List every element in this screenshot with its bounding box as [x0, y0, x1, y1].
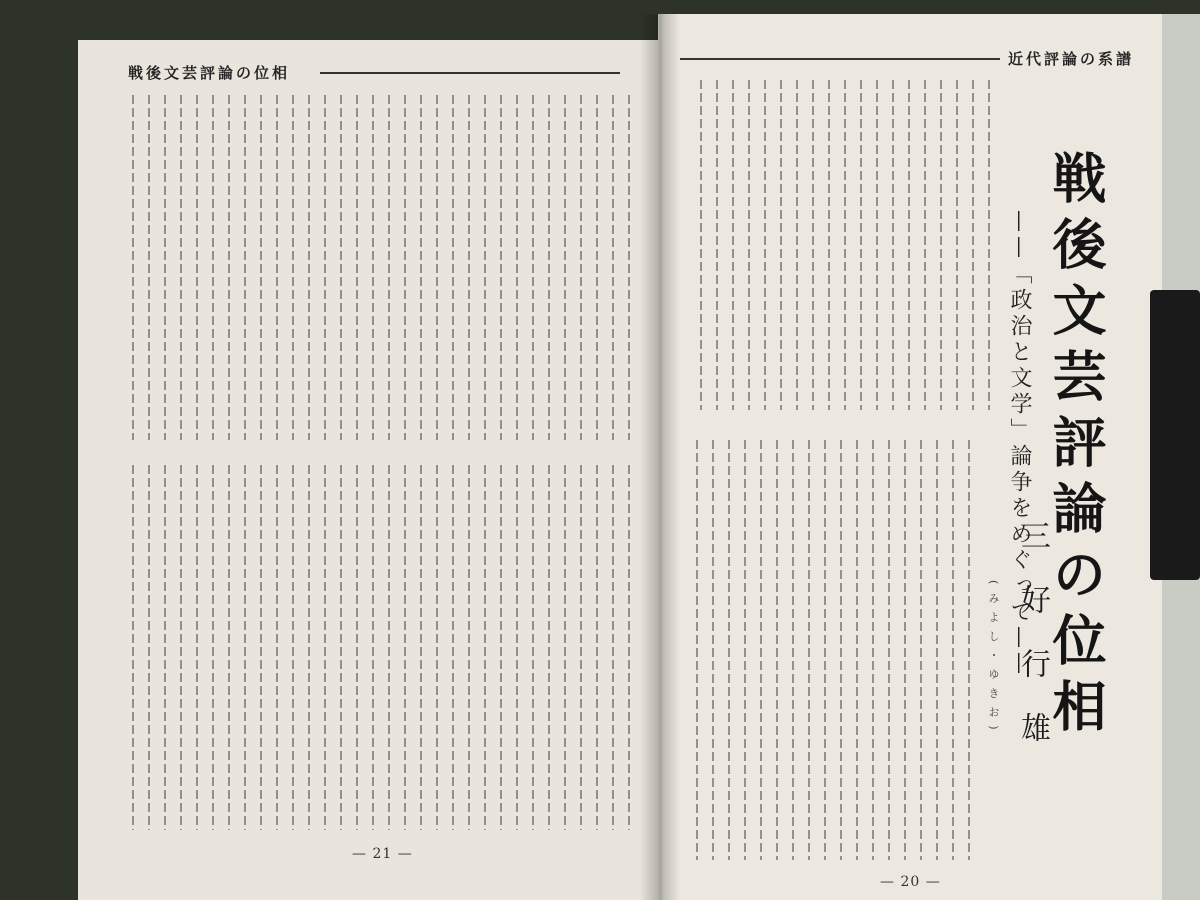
author-name: 三好行雄	[1015, 520, 1050, 776]
left-head-rule	[320, 72, 620, 74]
right-body-upper	[680, 80, 990, 410]
right-running-head: 近代評論の系譜	[1008, 50, 1135, 68]
page-gutter	[640, 14, 680, 900]
left-body-lower	[110, 465, 630, 830]
binding-clip	[1150, 290, 1200, 580]
left-body-upper	[110, 95, 630, 440]
article-title: 戦後文芸評論の位相	[1044, 150, 1108, 744]
left-page-number: — 21 —	[352, 846, 413, 862]
right-body-lower	[680, 440, 970, 860]
left-running-head: 戦後文芸評論の位相	[128, 64, 291, 82]
right-head-rule	[680, 58, 1000, 60]
article-subtitle: ——「政治と文学」論争をめぐって——	[1007, 210, 1032, 678]
author-reading: (みよし・ゆきお)	[987, 580, 1000, 738]
right-page-number: — 20 —	[880, 874, 941, 890]
